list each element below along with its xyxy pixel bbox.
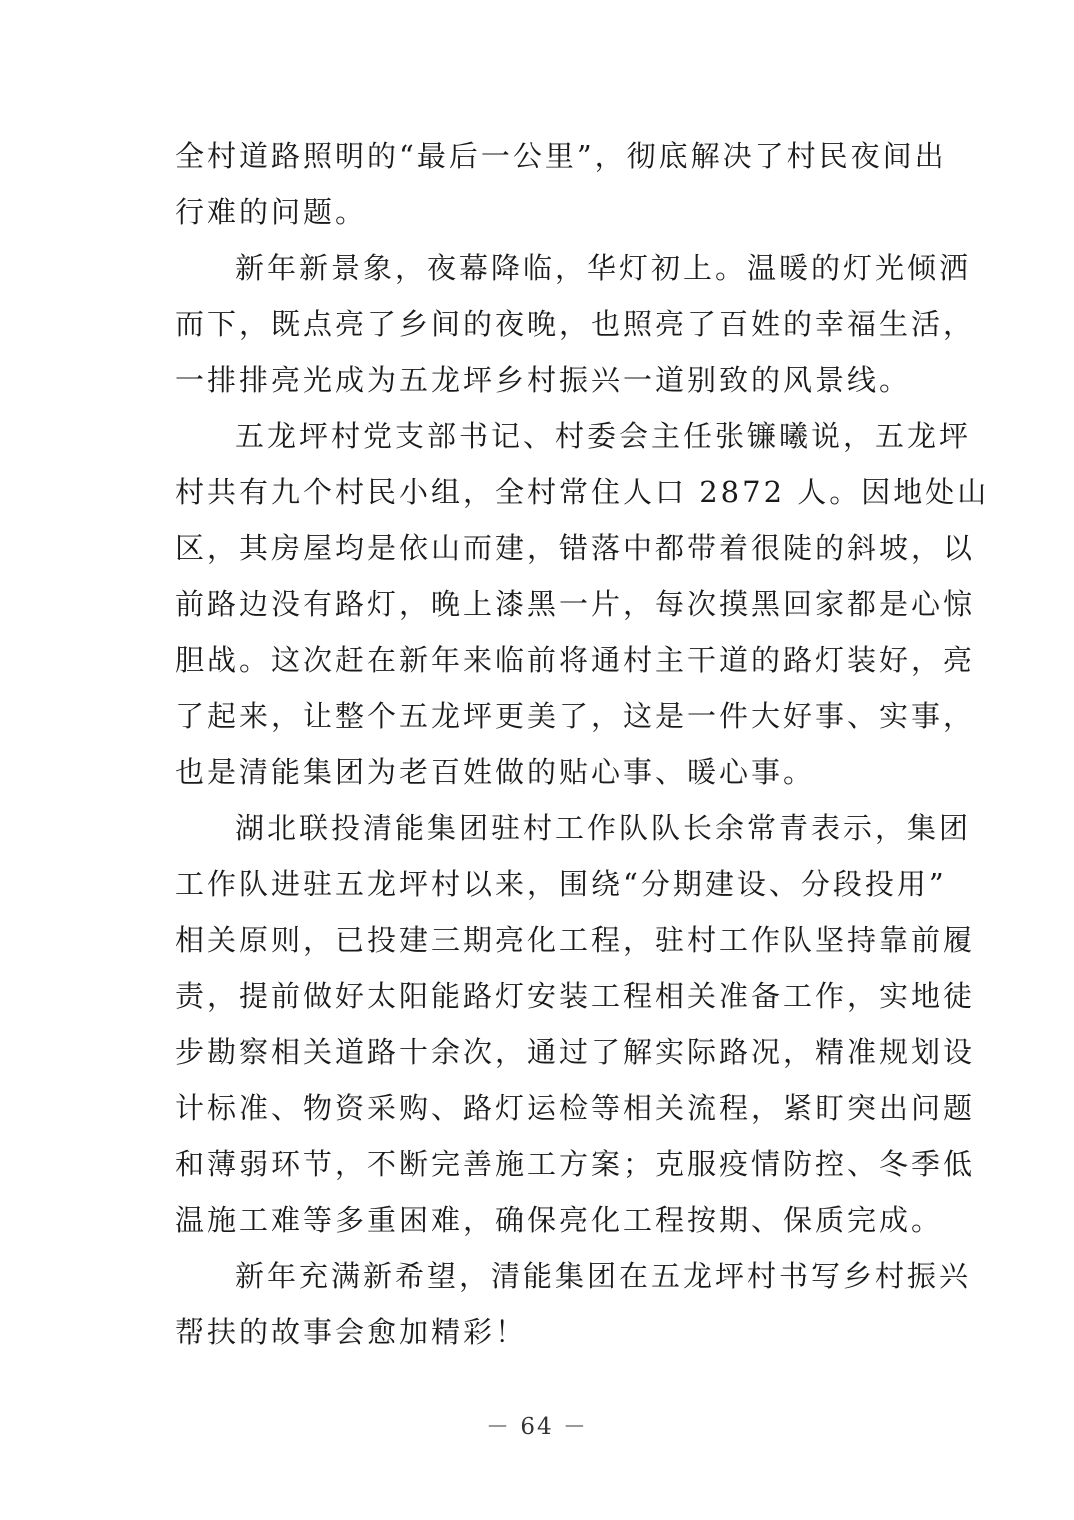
text-line: 前路边没有路灯，晚上漆黑一片，每次摸黑回家都是心惊	[175, 587, 976, 621]
text-line: 责，提前做好太阳能路灯安装工程相关准备工作，实地徒	[175, 979, 976, 1013]
text-line: 步勘察相关道路十余次，通过了解实际路况，精准规划设	[175, 1035, 976, 1069]
paragraph-1	[175, 128, 947, 240]
paragraph-4	[175, 800, 976, 1248]
text-line: 和薄弱环节，不断完善施工方案；克服疫情防控、冬季低	[175, 1147, 976, 1181]
paragraph-2	[175, 240, 976, 408]
text-line: 一排排亮光成为五龙坪乡村振兴一道别致的风景线。	[175, 363, 912, 397]
text-line: 了起来，让整个五龙坪更美了，这是一件大好事、实事，	[175, 699, 976, 733]
text-line: 村共有九个村民小组，全村常住人口 2872 人。因地处山	[175, 475, 990, 509]
text-line: 温施工难等多重困难，确保亮化工程按期、保质完成。	[175, 1203, 944, 1237]
text-line: 胆战。这次赶在新年来临前将通村主干道的路灯装好，亮	[175, 643, 976, 677]
text-line: 工作队进驻五龙坪村以来，围绕“分期建设、分段投用”	[175, 867, 947, 901]
paragraph-3	[175, 408, 990, 800]
text-line: 全村道路照明的“最后一公里”，彻底解决了村民夜间出	[175, 139, 947, 173]
text-line: 也是清能集团为老百姓做的贴心事、暖心事。	[175, 755, 816, 789]
page-number: － 64 －	[486, 1414, 588, 1440]
text-line: 帮扶的故事会愈加精彩！	[175, 1315, 528, 1349]
text-line: 五龙坪村党支部书记、村委会主任张镰曦说，五龙坪	[235, 419, 972, 453]
text-line: 新年充满新希望，清能集团在五龙坪村书写乡村振兴	[235, 1259, 972, 1293]
text-line: 区，其房屋均是依山而建，错落中都带着很陡的斜坡，以	[175, 531, 976, 565]
text-line: 而下，既点亮了乡间的夜晚，也照亮了百姓的幸福生活，	[175, 307, 976, 341]
text-line: 湖北联投清能集团驻村工作队队长余常青表示，集团	[235, 811, 972, 845]
article-body	[175, 128, 990, 1360]
text-line: 计标准、物资采购、路灯运检等相关流程，紧盯突出问题	[175, 1091, 976, 1125]
paragraph-5	[175, 1248, 972, 1360]
text-line: 行难的问题。	[175, 195, 368, 229]
text-line: 相关原则，已投建三期亮化工程，驻村工作队坚持靠前履	[175, 923, 976, 957]
text-line: 新年新景象，夜幕降临，华灯初上。温暖的灯光倾洒	[235, 251, 972, 285]
